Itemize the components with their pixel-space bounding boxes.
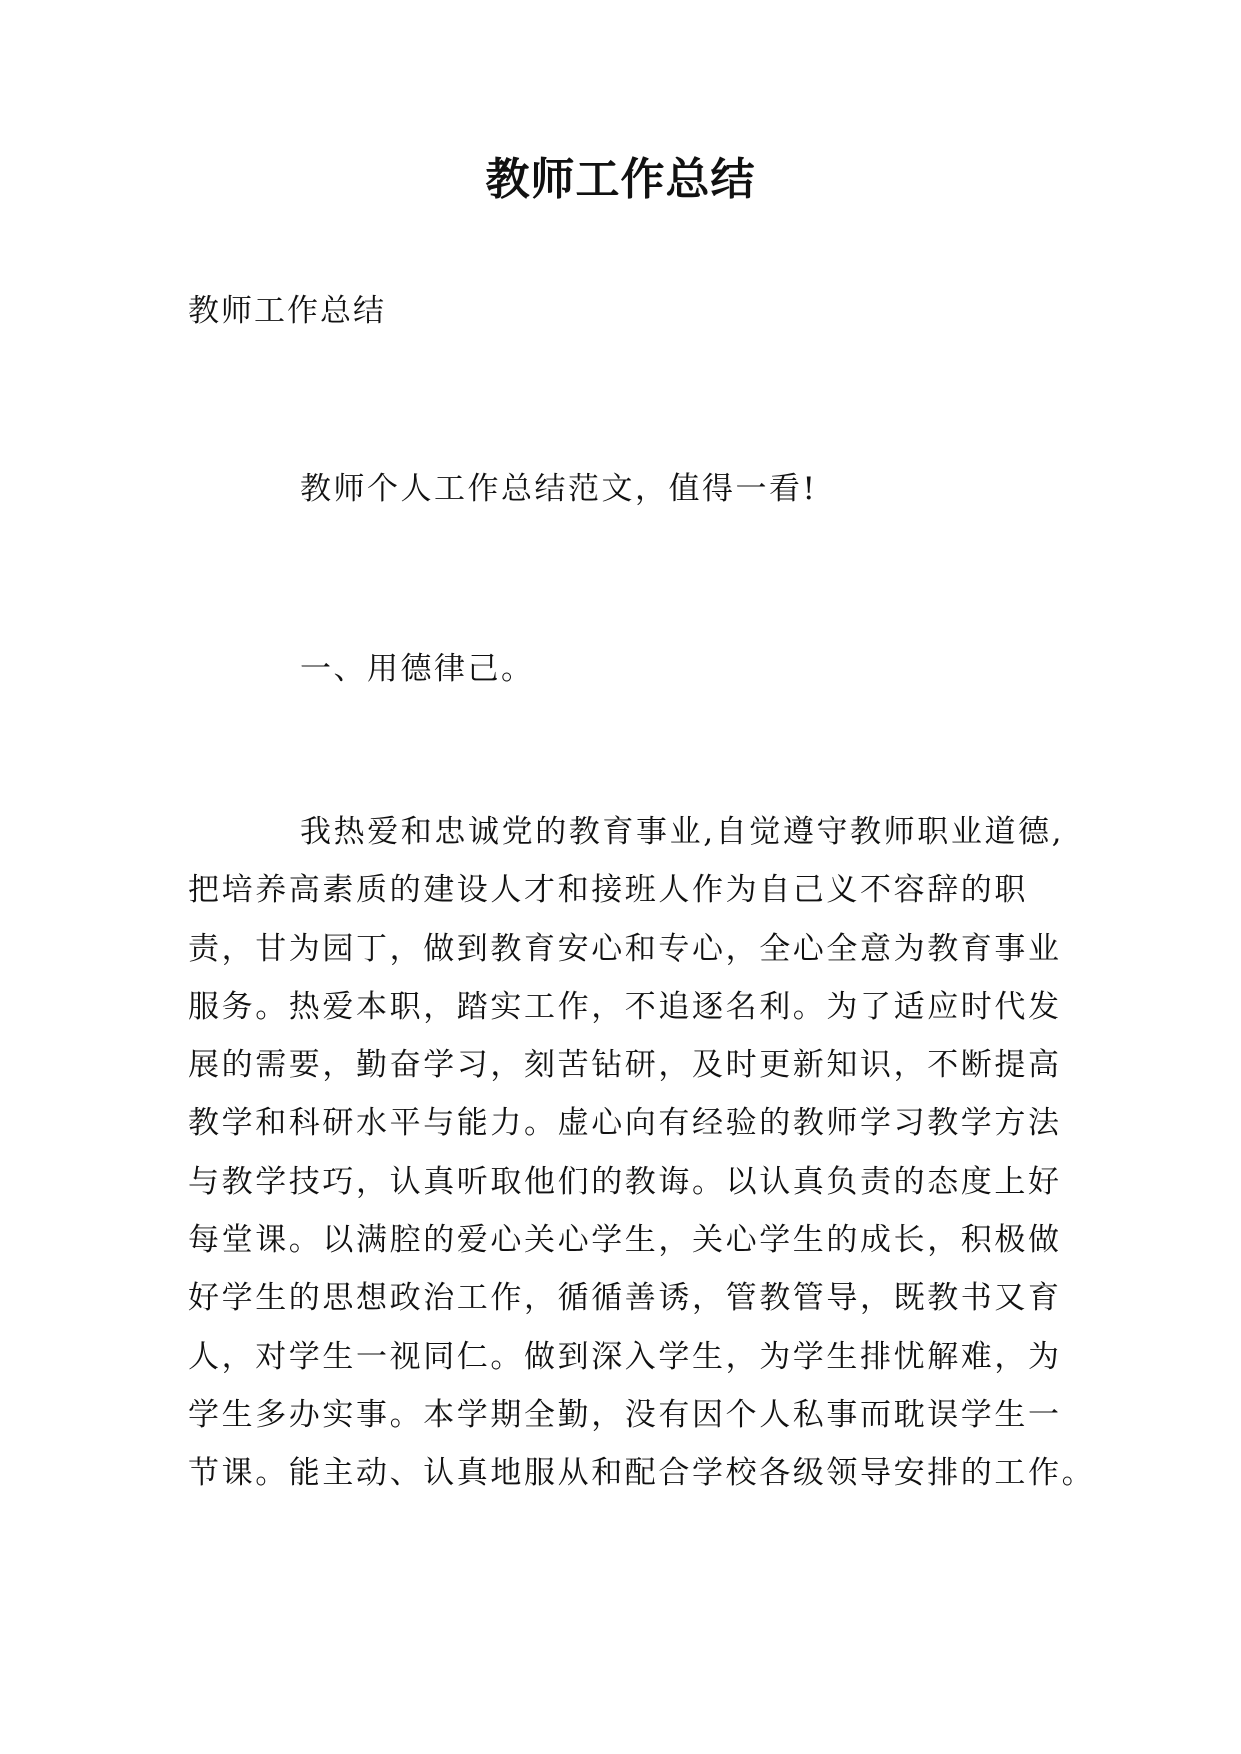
body-line: 节课。能主动、认真地服从和配合学校各级领导安排的工作。 xyxy=(188,1455,1096,1492)
document-title: 教师工作总结 xyxy=(485,154,756,205)
body-line: 责，甘为园丁，做到教育安心和专心，全心全意为教育事业 xyxy=(188,930,1062,967)
body-line: 我热爱和忠诚党的教育事业,自觉遵守教师职业道德, xyxy=(300,814,1065,850)
body-line: 与教学技巧，认真听取他们的教诲。以认真负责的态度上好 xyxy=(188,1163,1062,1200)
body-line: 教学和科研水平与能力。虚心向有经验的教师学习教学方法 xyxy=(188,1105,1062,1142)
body-line: 展的需要，勤奋学习，刻苦钻研，及时更新知识，不断提高 xyxy=(188,1047,1062,1084)
body-line: 好学生的思想政治工作，循循善诱，管教管导，既教书又育 xyxy=(188,1280,1062,1317)
body-line: 每堂课。以满腔的爱心关心学生，关心学生的成长，积极做 xyxy=(188,1222,1062,1259)
body-line: 人，对学生一视同仁。做到深入学生，为学生排忧解难，为 xyxy=(188,1338,1062,1375)
section-heading: 一、用德律己。 xyxy=(300,651,535,687)
intro-paragraph: 教师个人工作总结范文，值得一看! xyxy=(300,471,818,507)
body-line: 把培养高素质的建设人才和接班人作为自己义不容辞的职 xyxy=(188,872,1028,909)
body-line: 服务。热爱本职，踏实工作，不追逐名利。为了适应时代发 xyxy=(188,988,1062,1025)
document-subtitle: 教师工作总结 xyxy=(188,293,386,329)
body-paragraph xyxy=(188,803,1096,1503)
body-line: 学生多办实事。本学期全勤，没有因个人私事而耽误学生一 xyxy=(188,1396,1062,1433)
